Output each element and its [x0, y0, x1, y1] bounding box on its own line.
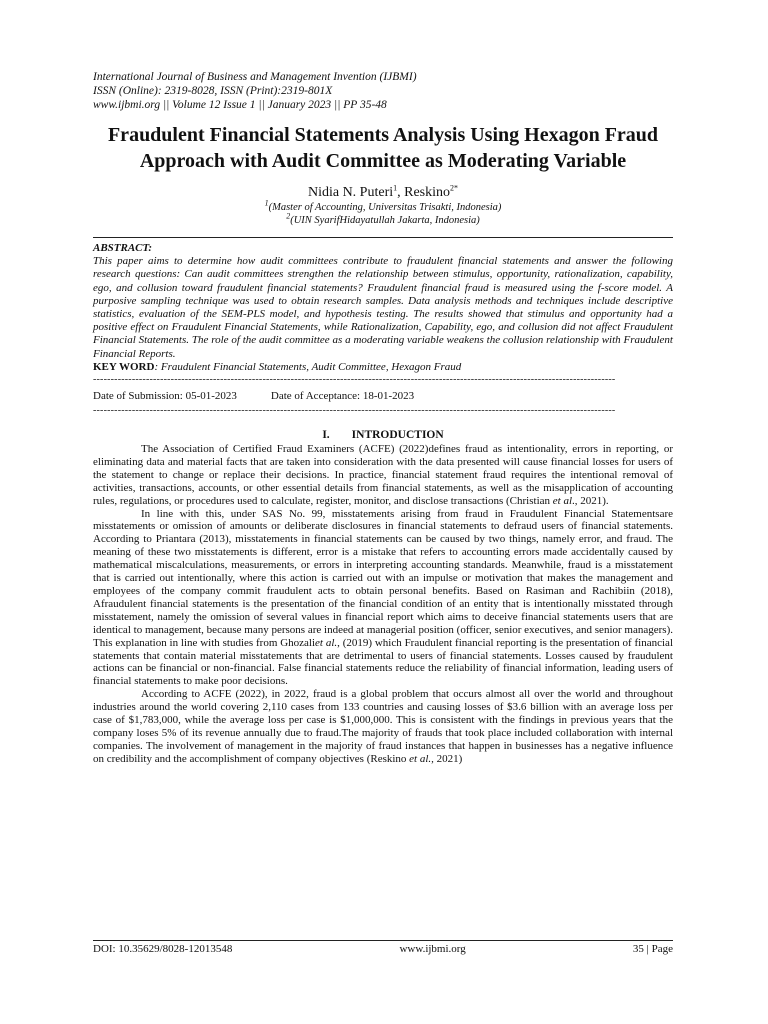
keywords-label: KEY WORD: [93, 360, 155, 373]
affiliation-1-text: (Master of Accounting, Universitas Trisakti, Indonesia): [268, 202, 502, 213]
section-heading: [93, 429, 673, 441]
paragraph-2-text: In line with this, under SAS No. 99, misstatements arising from fraud in Fraudulent Financial Statementsare misstatements or omission of amounts or deliberate disclosures in financial statements to defraud users of financial statements. According to Priantara (2013), misstatements in financial statements can be caused by two things, namely error, and fraud. The meaning of these two misstatements is different, error is a mistake that refers to accounting errors made accidentally caused by mathematical miscalculations, measurements, or errors in interpreting accounting standards. Meanwhile, fraud is a misstatement that is carried out intentionally, where this action is carried out with an impulse or motivation that makes the management and employees of the company commit fraudulent acts to obtain personal benefits. Based on Rasiman and Rachibiin (2018), Afraudulent financial statements is the presentation of the financial condition of an entity that is intentionally misstated through misstatement, namely the omission of several values in financial report which aims to deceive financial statements users that are identical to management, because many persons are indeed at managerial position (officer, senior executives, and senior managers). This explanation in line with studies from Ghozali: [93, 507, 673, 649]
acceptance-date: Date of Acceptance: 18-01-2023: [270, 390, 415, 403]
abstract-heading: ABSTRACT:: [93, 242, 153, 254]
paragraph-1: [93, 443, 673, 508]
author-1-marker: 1: [393, 183, 398, 193]
submission-date: Date of Submission: 05-01-2023: [93, 390, 237, 403]
dashed-separator: ----------------------------------------------------------------------------------------------------------------------------------------------------: [93, 374, 616, 386]
journal-header: [93, 70, 673, 112]
paper-page: [93, 70, 673, 766]
footer-rule: [93, 940, 673, 941]
abstract-top-rule: [93, 237, 673, 238]
section-title: INTRODUCTION: [351, 429, 444, 442]
author-list: [93, 184, 673, 201]
paper-title: Fraudulent Financial Statements Analysis Using Hexagon Fraud Approach with Audit Committee as Moderating Variable: [107, 124, 659, 172]
abstract-body: This paper aims to determine how audit committees contribute to fraudulent financial statements and answer the following research questions: Can audit committees strengthen the relationship between stimulus, opportunity, rationalization, capability, ego, and collusion toward fraudulent financial statements? Fraudulent financial fraud is measured using the f-score model. A purposive sampling technique was used to obtain research samples. Data analysis methods and techniques include descriptive statistics, evaluation of the SEM-PLS model, and hypothesis testing. The results showed that stimulus and opportunity had a positive effect on Fraudulent Financial Statements, while Rationalization, Capability, ego, and collusion did not affect Fraudulent Financial Statements. The role of the audit committee as a moderating variable weakens the collusion relationship with Fraudulent Financial Reports.: [93, 255, 673, 360]
affiliation-2: [93, 211, 673, 227]
author-2: Reskino: [404, 185, 451, 200]
journal-name: International Journal of Business and Management Invention (IJBMI): [93, 71, 417, 83]
paragraph-1-text: The Association of Certified Fraud Examiners (ACFE) (2022)defines fraud as intentionality, errors in reporting, or eliminating data and material facts that are taken into consideration with the data presented will cause financial losses for users of the statement to change or replace their decisions. In practice, financial statement fraud requires the intentional removal of activities, transactions, accounts, or other essential details from financial statements, as well as the misapplication of accounting rules, regulations, or procedures used to calculate, register, monitor, and disclose transactions (Christian: [93, 443, 673, 507]
dates-line: [93, 389, 673, 403]
paragraph-3-text: According to ACFE (2022), in 2022, fraud is a global problem that occurs almost all over the world and throughout industries around the world covering 2,110 cases from 133 countries and causing losses of $3.6 billion with an average loss per case of $1,783,000, while the average loss per case is $1,000,000. This is consistent with the findings in previous years that the company loses 5% of its revenue annually due to fraud.The majority of frauds that took place included collaboration with internal companies. The involvement of management in the majority of fraud instances that happen in businesses has a negative influence on credibility and the accomplishment of company objectives (Reskino: [93, 688, 673, 765]
affiliation-2-text: (UIN SyarifHidayatullah Jakarta, Indonesia): [290, 215, 480, 226]
paragraph-1-etal: et al: [552, 494, 573, 507]
paragraph-3: [93, 688, 673, 765]
paragraph-2-end: , (2019) which Fraudulent financial reporting is the presentation of financial statements that contain material misstatements that are detrimental to users of financial statements. Losses caused by fraudulent actions can be financial or non-financial. False financial statements reduce the reliability of financial information, leading users of financial statements to make poor decisions.: [93, 636, 673, 688]
page-footer: [93, 940, 673, 955]
author-2-marker: 2*: [450, 183, 459, 193]
footer-doi: DOI: 10.35629/8028-12013548: [93, 943, 233, 955]
keywords-text: : Fraudulent Financial Statements, Audit Committee, Hexagon Fraud: [154, 360, 462, 373]
affiliation-1-marker: 1: [264, 198, 269, 208]
paragraph-1-end: ., 2021).: [572, 494, 609, 507]
author-separator: ,: [397, 185, 405, 200]
paragraph-3-end: 2021): [433, 752, 463, 765]
section-number: I.: [322, 429, 330, 442]
dashed-separator: ----------------------------------------------------------------------------------------------------------------------------------------------------: [93, 405, 616, 417]
journal-issue: www.ijbmi.org || Volume 12 Issue 1 || January 2023 || PP 35-48: [93, 99, 387, 111]
paragraph-2: [93, 508, 673, 689]
paragraph-2-etal: et al.: [315, 636, 338, 649]
paragraph-3-etal: et al.,: [409, 752, 434, 765]
footer-page-number: 35 | Page: [632, 943, 673, 955]
affiliation-1: [93, 198, 673, 214]
journal-issn: ISSN (Online): 2319-8028, ISSN (Print):2319-801X: [93, 85, 333, 97]
affiliation-2-marker: 2: [286, 211, 291, 221]
abstract: [93, 242, 673, 374]
keywords-line: [93, 361, 673, 374]
author-1: Nidia N. Puteri: [307, 185, 394, 200]
footer-website: www.ijbmi.org: [399, 943, 466, 955]
